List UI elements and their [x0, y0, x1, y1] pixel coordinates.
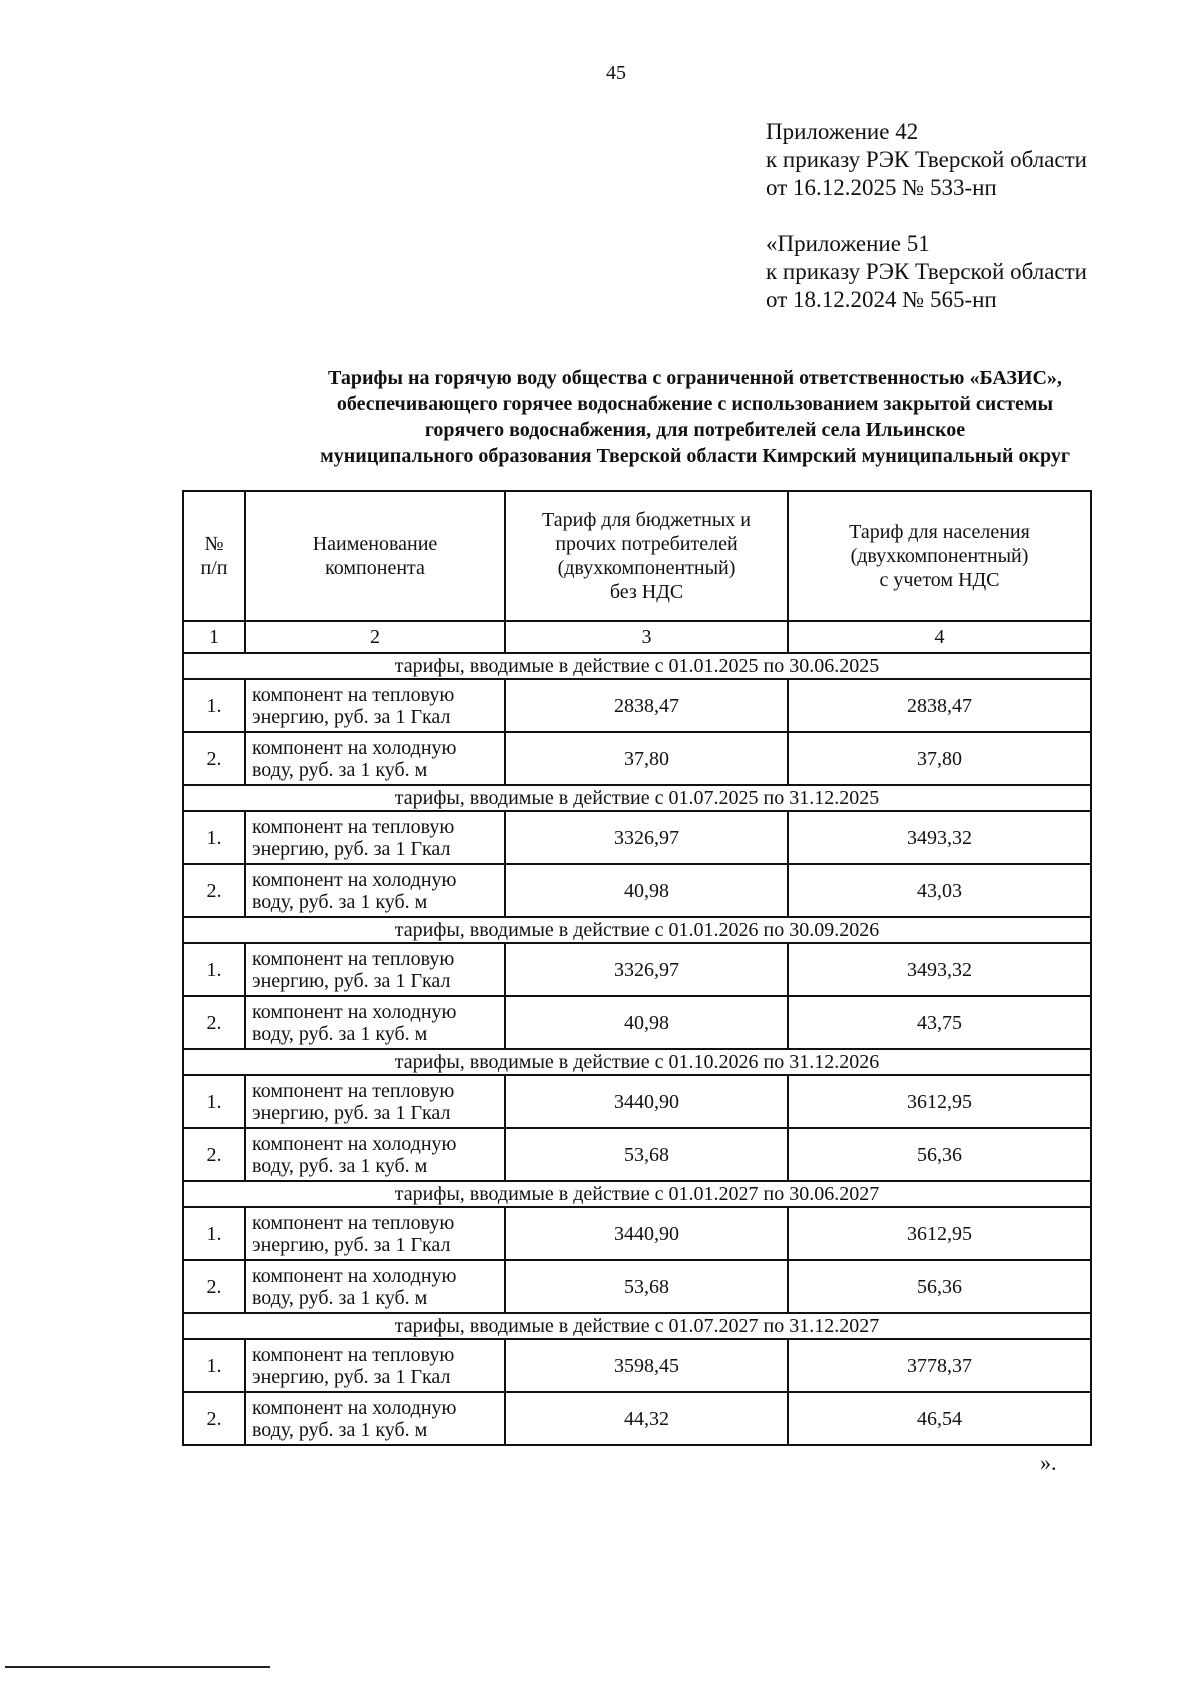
component-name-line1: компонент на тепловую [252, 683, 455, 706]
budget-tariff-value: 53,68 [505, 1260, 788, 1313]
header-population-tariff [788, 491, 1091, 621]
component-name-line1: компонент на холодную [252, 1000, 457, 1023]
period-label: тарифы, вводимые в действие с 01.07.2025 по 31.12.2025 [183, 785, 1091, 811]
component-name [245, 811, 505, 864]
budget-tariff-value: 53,68 [505, 1128, 788, 1181]
component-name [245, 1260, 505, 1313]
component-name [245, 996, 505, 1049]
population-tariff-value: 43,75 [788, 996, 1091, 1049]
document-title-line3: горячего водоснабжения, для потребителей села Ильинское [424, 419, 966, 441]
table-row [183, 1128, 1091, 1181]
budget-tariff-value: 40,98 [505, 996, 788, 1049]
header-budget-line3: (двухкомпонентный) [557, 557, 736, 579]
period-row [183, 1049, 1091, 1075]
row-number: 1. [183, 1207, 245, 1260]
component-name-line2: воду, руб. за 1 куб. м [252, 1022, 428, 1045]
component-name [245, 1128, 505, 1181]
column-number: 2 [245, 621, 505, 653]
budget-tariff-value: 2838,47 [505, 679, 788, 732]
column-number: 3 [505, 621, 788, 653]
tariff-table-body [183, 621, 1091, 1445]
population-tariff-value: 3493,32 [788, 811, 1091, 864]
page-number: 45 [606, 62, 626, 84]
column-number-row [183, 621, 1091, 653]
appendix-previous-line1: «Приложение 51 [766, 231, 930, 256]
component-name-line2: энергию, руб. за 1 Гкал [252, 837, 451, 860]
component-name [245, 943, 505, 996]
component-name-line2: воду, руб. за 1 куб. м [252, 890, 428, 913]
header-number [183, 491, 245, 621]
table-row [183, 943, 1091, 996]
header-population-line2: (двухкомпонентный) [850, 545, 1029, 567]
budget-tariff-value: 3440,90 [505, 1075, 788, 1128]
period-row [183, 785, 1091, 811]
table-row [183, 1075, 1091, 1128]
component-name-line2: энергию, руб. за 1 Гкал [252, 1101, 451, 1124]
row-number: 2. [183, 732, 245, 785]
component-name-line1: компонент на холодную [252, 736, 457, 759]
appendix-current [766, 118, 1087, 202]
table-row [183, 996, 1091, 1049]
population-tariff-value: 3778,37 [788, 1339, 1091, 1392]
tariff-table [182, 490, 1092, 1446]
population-tariff-value: 2838,47 [788, 679, 1091, 732]
component-name [245, 1339, 505, 1392]
component-name-line2: энергию, руб. за 1 Гкал [252, 1233, 451, 1256]
component-name-line2: воду, руб. за 1 куб. м [252, 1418, 428, 1441]
component-name-line2: энергию, руб. за 1 Гкал [252, 969, 451, 992]
document-title-line2: обеспечивающего горячее водоснабжение с использованием закрытой системы [336, 393, 1054, 415]
closing-quote-mark: ». [1040, 1450, 1057, 1475]
population-tariff-value: 56,36 [788, 1260, 1091, 1313]
component-name [245, 1075, 505, 1128]
table-row [183, 679, 1091, 732]
population-tariff-value: 3612,95 [788, 1075, 1091, 1128]
table-row [183, 1207, 1091, 1260]
appendix-previous-line2: к приказу РЭК Тверской области [766, 259, 1087, 284]
budget-tariff-value: 3326,97 [505, 943, 788, 996]
period-label: тарифы, вводимые в действие с 01.07.2027 по 31.12.2027 [183, 1313, 1091, 1339]
footer-separator-line [5, 1666, 270, 1668]
appendix-current-line1: Приложение 42 [766, 119, 919, 144]
period-label: тарифы, вводимые в действие с 01.01.2026 по 30.09.2026 [183, 917, 1091, 943]
budget-tariff-value: 3440,90 [505, 1207, 788, 1260]
table-row [183, 1392, 1091, 1445]
row-number: 2. [183, 1128, 245, 1181]
appendix-current-line2: к приказу РЭК Тверской области [766, 147, 1087, 172]
table-row [183, 732, 1091, 785]
row-number: 2. [183, 996, 245, 1049]
component-name [245, 1207, 505, 1260]
component-name-line1: компонент на тепловую [252, 947, 455, 970]
component-name-line1: компонент на тепловую [252, 1211, 455, 1234]
population-tariff-value: 3493,32 [788, 943, 1091, 996]
document-title-line4: муниципального образования Тверской области Кимрский муниципальный округ [320, 445, 1070, 467]
document-title [150, 365, 1200, 469]
row-number: 1. [183, 1075, 245, 1128]
component-name-line1: компонент на холодную [252, 1264, 457, 1287]
appendix-current-line3: от 16.12.2025 № 533-нп [766, 175, 997, 200]
population-tariff-value: 46,54 [788, 1392, 1091, 1445]
appendix-previous-line3: от 18.12.2024 № 565-нп [766, 287, 997, 312]
component-name-line2: воду, руб. за 1 куб. м [252, 1154, 428, 1177]
component-name-line2: энергию, руб. за 1 Гкал [252, 1365, 451, 1388]
table-header-row [183, 491, 1091, 621]
component-name-line1: компонент на тепловую [252, 815, 455, 838]
population-tariff-value: 3612,95 [788, 1207, 1091, 1260]
table-row [183, 1260, 1091, 1313]
budget-tariff-value: 3598,45 [505, 1339, 788, 1392]
row-number: 2. [183, 1392, 245, 1445]
header-budget-tariff [505, 491, 788, 621]
header-number-line1: № [204, 533, 224, 555]
column-number: 1 [183, 621, 245, 653]
component-name-line1: компонент на холодную [252, 868, 457, 891]
population-tariff-value: 37,80 [788, 732, 1091, 785]
component-name-line1: компонент на тепловую [252, 1079, 455, 1102]
budget-tariff-value: 44,32 [505, 1392, 788, 1445]
table-row [183, 1339, 1091, 1392]
header-budget-line4: без НДС [609, 581, 684, 603]
header-population-line3: с учетом НДС [879, 569, 1000, 591]
header-budget-line2: прочих потребителей [555, 533, 738, 555]
component-name [245, 864, 505, 917]
budget-tariff-value: 3326,97 [505, 811, 788, 864]
row-number: 1. [183, 811, 245, 864]
component-name-line2: воду, руб. за 1 куб. м [252, 758, 428, 781]
period-label: тарифы, вводимые в действие с 01.10.2026 по 31.12.2026 [183, 1049, 1091, 1075]
row-number: 1. [183, 943, 245, 996]
component-name [245, 732, 505, 785]
document-title-line1: Тарифы на горячую воду общества с ограниченной ответственностью «БАЗИС», [328, 367, 1062, 389]
row-number: 1. [183, 1339, 245, 1392]
header-component-name [245, 491, 505, 621]
period-label: тарифы, вводимые в действие с 01.01.2027 по 30.06.2027 [183, 1181, 1091, 1207]
header-name-line1: Наименование [312, 533, 438, 555]
header-name-line2: компонента [325, 557, 425, 579]
component-name-line1: компонент на тепловую [252, 1343, 455, 1366]
period-row [183, 917, 1091, 943]
population-tariff-value: 56,36 [788, 1128, 1091, 1181]
row-number: 1. [183, 679, 245, 732]
component-name-line2: воду, руб. за 1 куб. м [252, 1286, 428, 1309]
header-budget-line1: Тариф для бюджетных и [542, 509, 751, 531]
appendix-previous [766, 230, 1087, 314]
budget-tariff-value: 40,98 [505, 864, 788, 917]
row-number: 2. [183, 1260, 245, 1313]
table-row [183, 864, 1091, 917]
component-name [245, 1392, 505, 1445]
period-label: тарифы, вводимые в действие с 01.01.2025 по 30.06.2025 [183, 653, 1091, 679]
component-name-line2: энергию, руб. за 1 Гкал [252, 705, 451, 728]
period-row [183, 1181, 1091, 1207]
component-name [245, 679, 505, 732]
header-population-line1: Тариф для населения [849, 521, 1030, 543]
header-number-line2: п/п [200, 557, 228, 579]
period-row [183, 653, 1091, 679]
component-name-line1: компонент на холодную [252, 1396, 457, 1419]
population-tariff-value: 43,03 [788, 864, 1091, 917]
column-number: 4 [788, 621, 1091, 653]
table-row [183, 811, 1091, 864]
period-row [183, 1313, 1091, 1339]
component-name-line1: компонент на холодную [252, 1132, 457, 1155]
row-number: 2. [183, 864, 245, 917]
budget-tariff-value: 37,80 [505, 732, 788, 785]
